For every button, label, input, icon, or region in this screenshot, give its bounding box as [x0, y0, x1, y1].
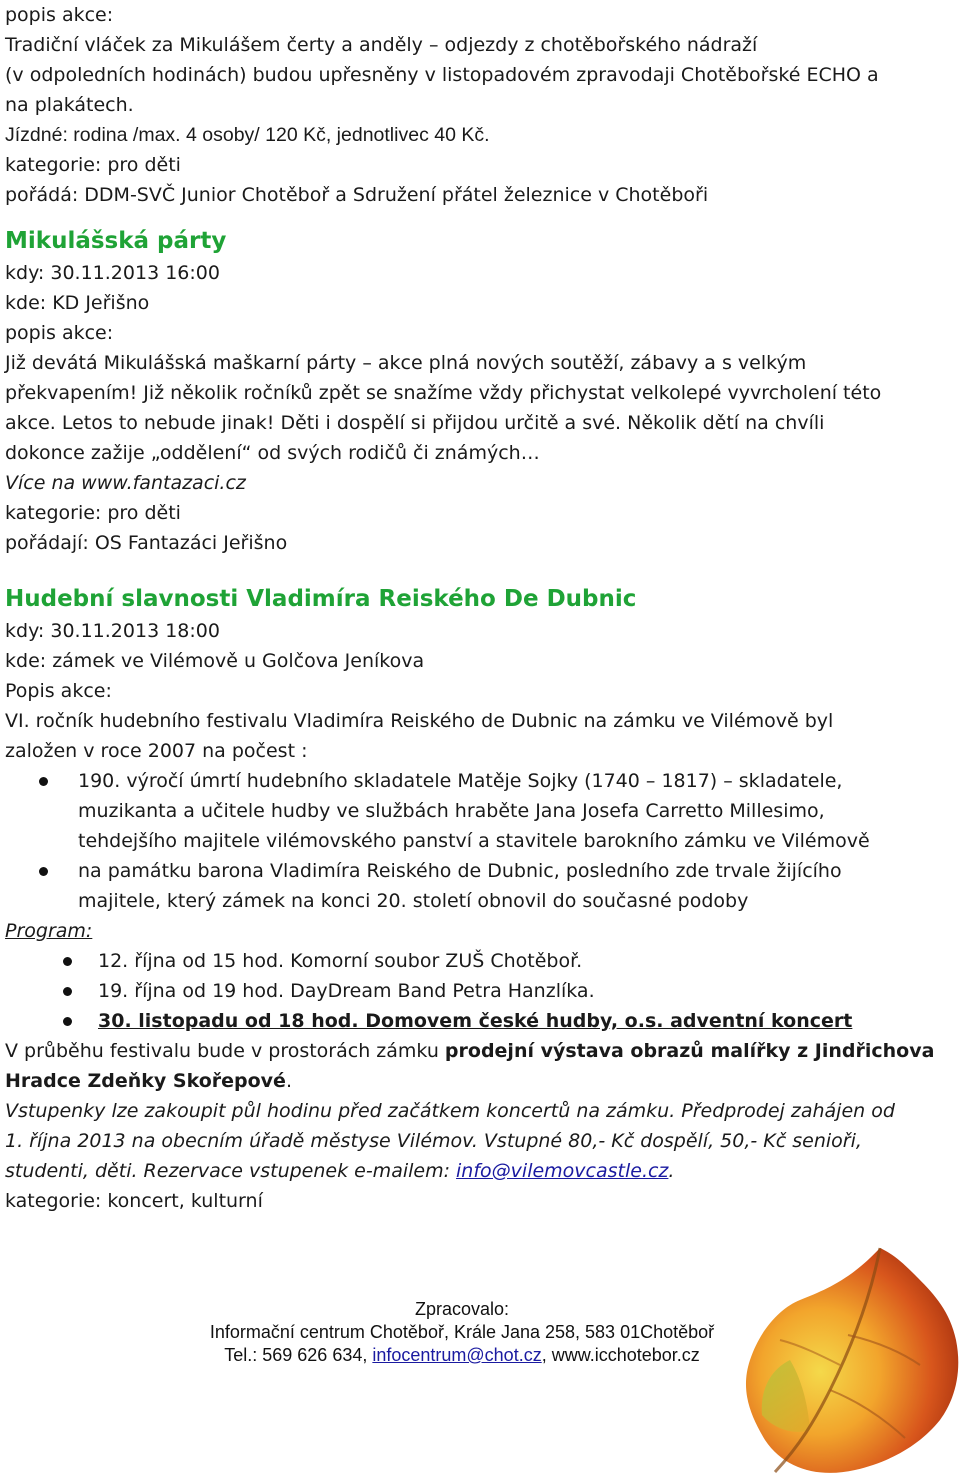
program-item: 12. října od 15 hod. Komorní soubor ZUŠ Chotěboř. — [5, 946, 950, 976]
footer-email-link[interactable]: infocentrum@chot.cz — [372, 1345, 542, 1365]
email-link[interactable]: info@vilemovcastle.cz — [456, 1160, 669, 1182]
description-line: na plakátech. — [5, 94, 134, 116]
description-line: (v odpoledních hodinách) budou upřesněny v listopadovém zpravodaji Chotěbořské ECHO a — [5, 64, 879, 86]
organizer-text: pořádá: DDM-SVČ Junior Chotěboř a Sdružení přátel železnice v Chotěboři — [5, 184, 709, 206]
list-item-line: muzikanta a učitele hudby ve službách hraběte Jana Josefa Carretto Millesimo, — [78, 800, 825, 822]
description-label: popis akce: — [5, 322, 114, 344]
description-line: VI. ročník hudebního festivalu Vladimíra Reiského de Dubnic na zámku ve Vilémově byl — [5, 710, 834, 732]
tickets-text: 1. října 2013 na obecním úřadě městyse Vilémov. Vstupné 80,- Kč dospělí, 50,- Kč senioři, — [5, 1130, 862, 1152]
description-label: Popis akce: — [5, 680, 112, 702]
footer-address: Informační centrum Chotěboř, Krále Jana 258, 583 01Chotěboř — [209, 1322, 715, 1342]
event-title: Mikulášská párty — [5, 228, 227, 254]
category-text: kategorie: pro děti — [5, 502, 181, 524]
organizer-text: pořádají: OS Fantazáci Jeřišno — [5, 532, 288, 554]
description-line: dokonce zažije „oddělení“ od svých rodičů či známých… — [5, 442, 540, 464]
event-location: kde: zámek ve Vilémově u Golčova Jeníkova — [5, 650, 425, 672]
category-text: kategorie: pro děti — [5, 154, 181, 176]
description-line: založen v roce 2007 na počest : — [5, 740, 308, 762]
anniversary-list — [5, 766, 950, 916]
list-item — [5, 766, 950, 856]
fare-text: Jízdné: rodina /max. 4 osoby/ 120 Kč, jednotlivec 40 Kč. — [5, 124, 490, 146]
program-list — [5, 946, 950, 1036]
exhibition-text: V průběhu festivalu bude v prostorách zámku prodejní výstava obrazů malířky z Jindřichova — [5, 1040, 935, 1062]
tickets-text: studenti, děti. Rezervace vstupenek e-mailem: info@vilemovcastle.cz. — [5, 1160, 675, 1182]
footer-label: Zpracovalo: — [414, 1299, 510, 1319]
description-label: popis akce: — [5, 4, 114, 26]
event-date: kdy: 30.11.2013 16:00 — [5, 262, 220, 284]
list-item — [5, 856, 950, 916]
more-info-link[interactable]: Více na www.fantazaci.cz — [5, 472, 246, 494]
event-title: Hudební slavnosti Vladimíra Reiského De Dubnic — [5, 586, 637, 612]
description-line: překvapením! Již několik ročníků zpět se snažíme vždy přichystat velkolepé vyvrcholení této — [5, 382, 882, 404]
document-page — [5, 0, 950, 1216]
event-date: kdy: 30.11.2013 18:00 — [5, 620, 220, 642]
footer — [0, 1298, 924, 1367]
program-item: 19. října od 19 hod. DayDream Band Petra Hanzlíka. — [5, 976, 950, 1006]
description-line: Již devátá Mikulášská maškarní párty – akce plná nových soutěží, zábavy a s velkým — [5, 352, 807, 374]
event-location: kde: KD Jeřišno — [5, 292, 150, 314]
program-item: 30. listopadu od 18 hod. Domovem české hudby, o.s. adventní koncert — [5, 1006, 950, 1036]
footer-contacts: Tel.: 569 626 634, infocentrum@chot.cz, www.icchotebor.cz — [224, 1345, 700, 1365]
description-line: Tradiční vláček za Mikulášem čerty a anděly – odjezdy z chotěbořského nádraží — [5, 34, 758, 56]
train-event — [5, 0, 950, 210]
party-event — [5, 224, 950, 558]
festival-event — [5, 582, 950, 1216]
exhibition-text: Hradce Zdeňky Skořepové. — [5, 1070, 292, 1092]
category-text: kategorie: koncert, kulturní — [5, 1190, 263, 1212]
tickets-text: Vstupenky lze zakoupit půl hodinu před začátkem koncertů na zámku. Předprodej zahájen od — [5, 1100, 895, 1122]
list-item-line: tehdejšího majitele vilémovského panství a stavitele barokního zámku ve Vilémově — [78, 830, 870, 852]
description-line: akce. Letos to nebude jinak! Děti i dospělí si přijdou určitě a své. Několik dětí na chvíli — [5, 412, 825, 434]
list-item-line: 190. výročí úmrtí hudebního skladatele Matěje Sojky (1740 – 1817) – skladatele, — [78, 770, 843, 792]
list-item-line: na památku barona Vladimíra Reiského de Dubnic, posledního zde trvale žijícího — [78, 860, 842, 882]
list-item-line: majitele, který zámek na konci 20. století obnovil do současné podoby — [78, 890, 749, 912]
program-label: Program: — [5, 920, 93, 942]
